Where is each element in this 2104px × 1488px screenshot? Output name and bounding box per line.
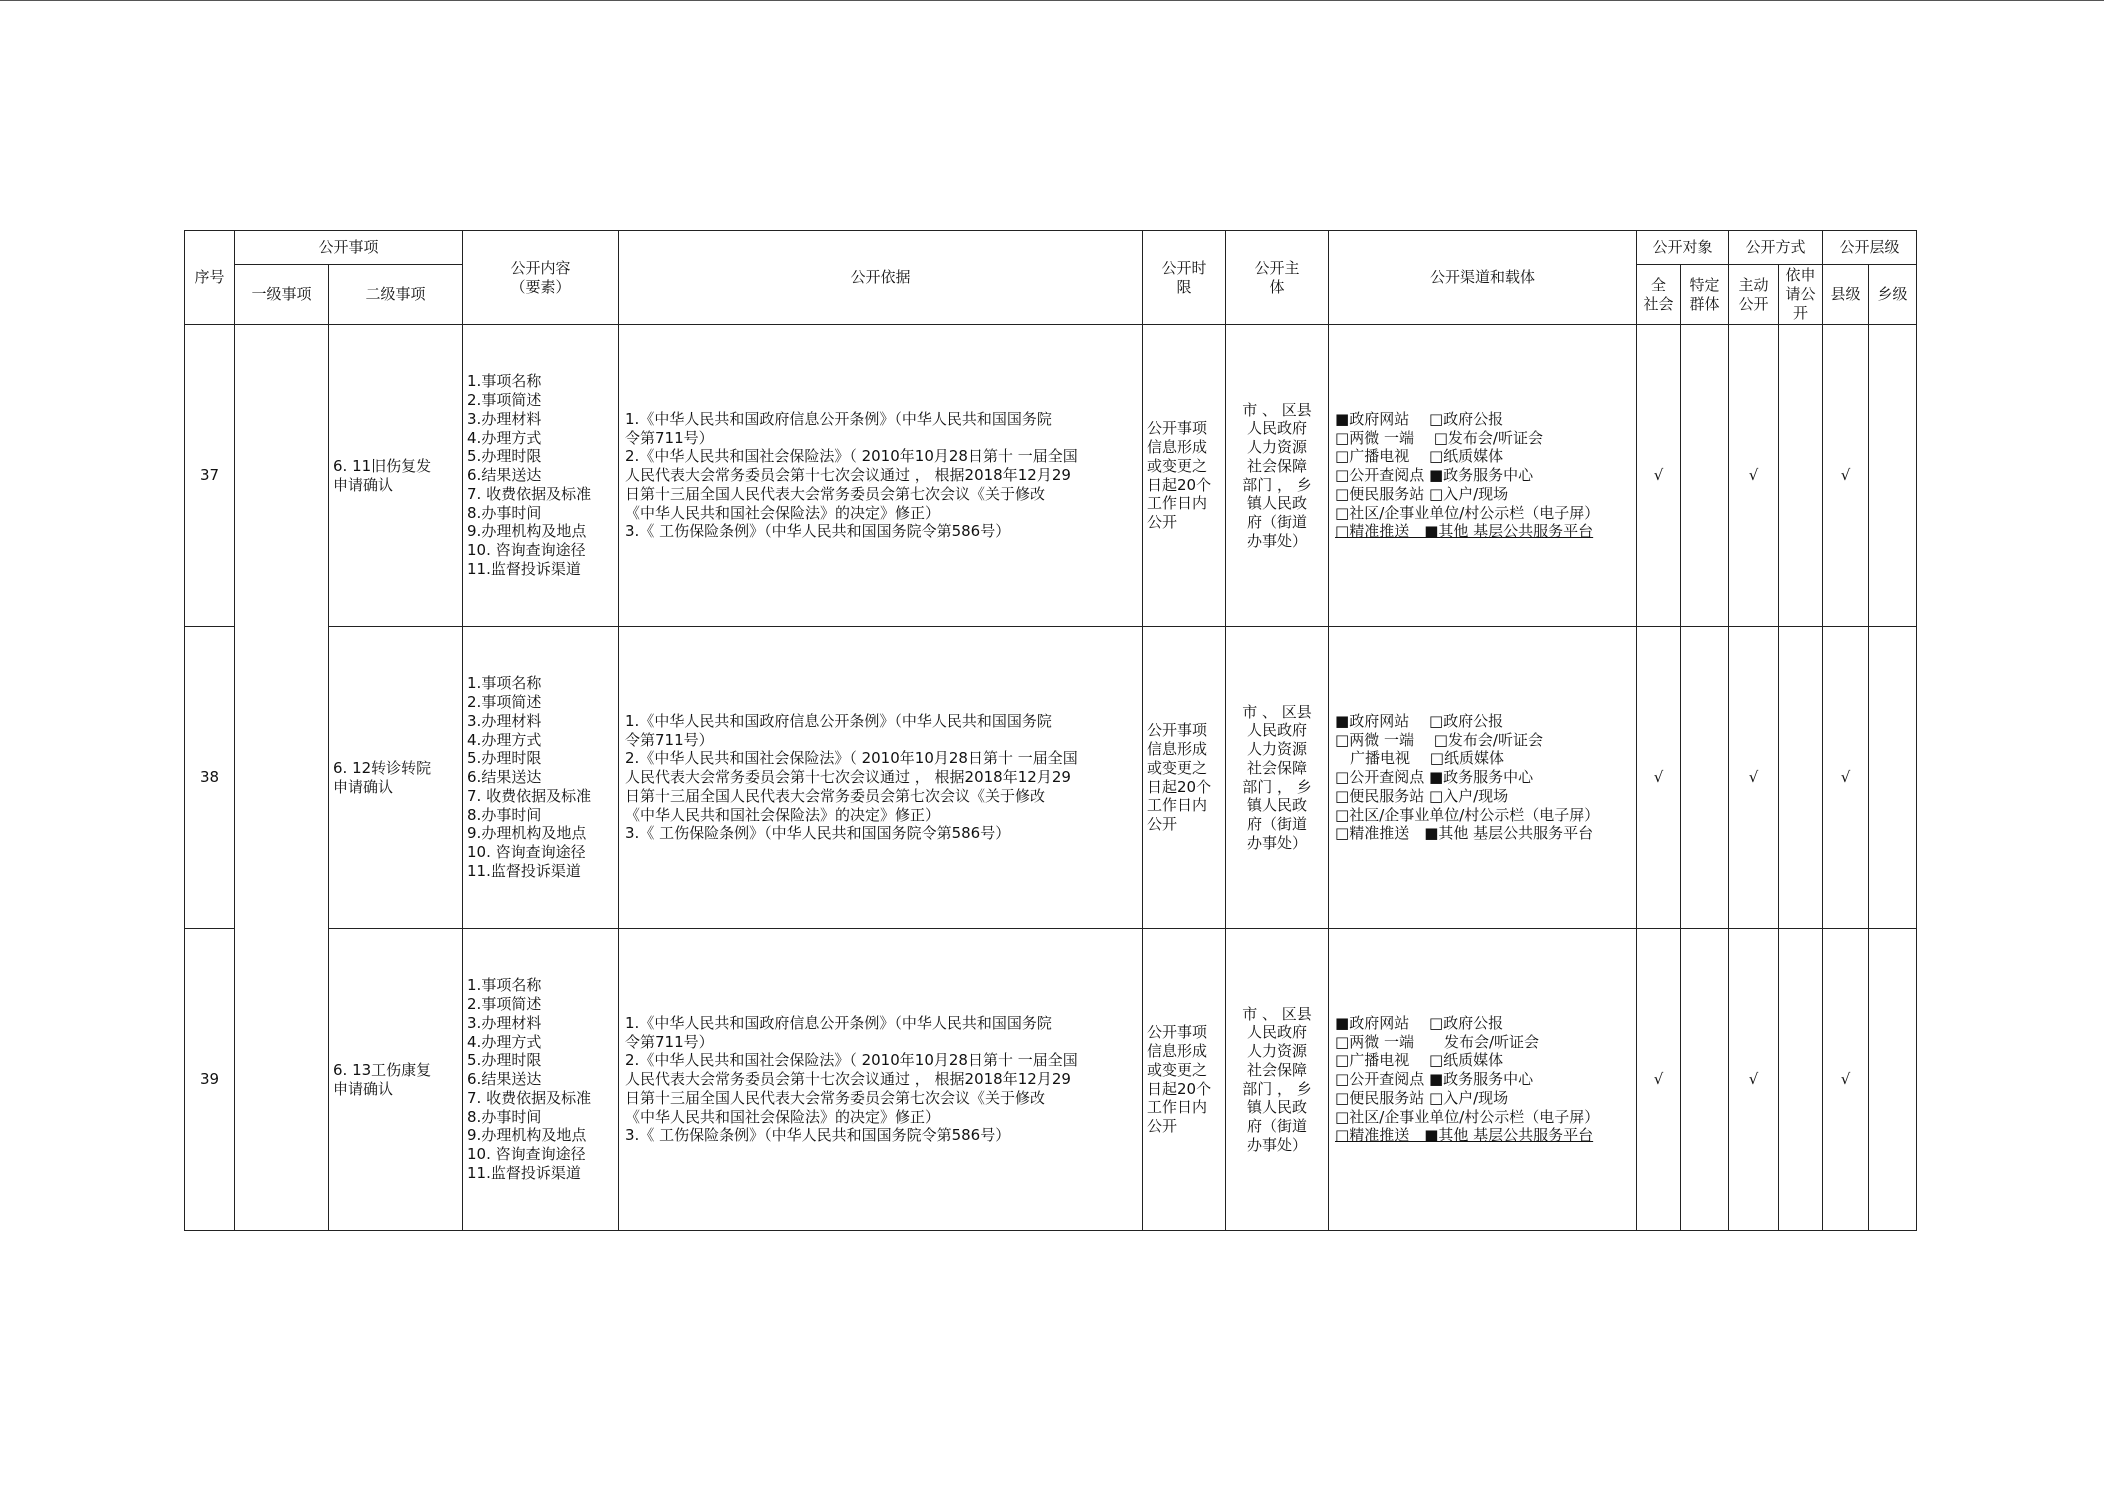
subject-line: 府（街道 bbox=[1247, 815, 1308, 833]
row-seq: 38 bbox=[185, 627, 235, 929]
content-item: 5.办理时限 bbox=[467, 749, 542, 768]
header-basis: 公开依据 bbox=[619, 231, 1143, 325]
header-target-all bbox=[1637, 265, 1681, 325]
content-item: 9.办理机构及地点 bbox=[467, 824, 587, 843]
basis-line: 日第十三届全国人民代表大会常务委员会第七次会议《关于修改 bbox=[625, 786, 1046, 805]
time-limit-line: 公开事项 bbox=[1147, 419, 1208, 438]
header-method-request-line2: 请公 bbox=[1785, 285, 1816, 304]
channel-line: □广播电视 □纸质媒体 bbox=[1335, 1051, 1504, 1070]
basis-line: 令第711号） bbox=[625, 1032, 714, 1051]
header-subject bbox=[1226, 231, 1329, 325]
method-request-check bbox=[1779, 325, 1823, 627]
header-level-town: 乡级 bbox=[1869, 265, 1917, 325]
top-border-line bbox=[0, 0, 2104, 1]
basis-line: 2.《中华人民共和国社会保险法》（ 2010年10月28日第十 一届全国 bbox=[625, 1051, 1078, 1070]
header-method-request-line3: 开 bbox=[1793, 303, 1809, 322]
time-limit-text bbox=[1143, 627, 1226, 929]
row-seq: 39 bbox=[185, 929, 235, 1231]
time-limit-line: 公开事项 bbox=[1147, 1023, 1208, 1042]
header-level: 公开层级 bbox=[1823, 231, 1917, 265]
method-active-check: √ bbox=[1729, 627, 1779, 929]
subject-line: 人力资源 bbox=[1247, 1042, 1308, 1060]
level2-item-cell bbox=[329, 929, 463, 1231]
header-target-specific-line1: 特定 bbox=[1689, 275, 1720, 294]
header-content-line2: （要素） bbox=[510, 277, 571, 296]
target-specific-check bbox=[1681, 627, 1729, 929]
channels-text bbox=[1329, 929, 1637, 1231]
content-item: 6.结果送达 bbox=[467, 768, 542, 787]
header-public-item: 公开事项 bbox=[235, 231, 463, 265]
basis-text bbox=[619, 325, 1143, 627]
content-item: 6.结果送达 bbox=[467, 466, 542, 485]
content-item: 11.监督投诉渠道 bbox=[467, 861, 581, 880]
level2-item-cell bbox=[329, 325, 463, 627]
channel-line: ■政府网站 □政府公报 bbox=[1335, 711, 1504, 730]
header-method-active-line1: 主动 bbox=[1738, 275, 1769, 294]
content-item: 4.办理方式 bbox=[467, 428, 542, 447]
channel-line: □便民服务站 □入户/现场 bbox=[1335, 484, 1509, 503]
time-limit-line: 或变更之 bbox=[1147, 1060, 1208, 1079]
content-item: 10. 咨询查询途径 bbox=[467, 843, 586, 862]
time-limit-line: 信息形成 bbox=[1147, 740, 1208, 758]
level-town-check bbox=[1869, 929, 1917, 1231]
target-all-check: √ bbox=[1637, 929, 1681, 1231]
header-time-limit-line1: 公开时 bbox=[1161, 258, 1207, 277]
table-row bbox=[185, 325, 1917, 627]
channel-line: □精准推送 ■其他 基层公共服务平台 bbox=[1335, 522, 1594, 541]
header-seq: 序号 bbox=[185, 231, 235, 325]
subject-line: 市 、 区县 bbox=[1242, 1004, 1312, 1023]
level2-item-line2: 申请确认 bbox=[333, 1079, 394, 1098]
header-target-specific-line2: 群体 bbox=[1689, 294, 1720, 313]
subject-line: 市 、 区县 bbox=[1242, 702, 1312, 721]
header-method: 公开方式 bbox=[1729, 231, 1823, 265]
content-item: 3.办理材料 bbox=[467, 409, 542, 428]
method-request-check bbox=[1779, 929, 1823, 1231]
content-item: 2.事项简述 bbox=[467, 995, 542, 1014]
subject-line: 人力资源 bbox=[1247, 740, 1308, 758]
target-specific-check bbox=[1681, 325, 1729, 627]
subject-line: 镇人民政 bbox=[1247, 494, 1308, 513]
level2-item-line1: 6. 11旧伤复发 bbox=[333, 456, 432, 475]
content-item: 1.事项名称 bbox=[467, 976, 542, 995]
basis-line: 1.《中华人民共和国政府信息公开条例》（中华人民共和国国务院 bbox=[625, 711, 1052, 730]
time-limit-line: 信息形成 bbox=[1147, 438, 1208, 456]
content-item: 8.办事时间 bbox=[467, 503, 542, 522]
header-level2: 二级事项 bbox=[329, 265, 463, 325]
content-item: 5.办理时限 bbox=[467, 447, 542, 466]
time-limit-line: 公开事项 bbox=[1147, 721, 1208, 740]
content-item: 2.事项简述 bbox=[467, 391, 542, 410]
header-target-specific bbox=[1681, 265, 1729, 325]
content-item: 8.办事时间 bbox=[467, 805, 542, 824]
method-request-check bbox=[1779, 627, 1823, 929]
content-item: 10. 咨询查询途径 bbox=[467, 1145, 586, 1164]
header-level-county: 县级 bbox=[1823, 265, 1869, 325]
level-town-check bbox=[1869, 627, 1917, 929]
basis-line: 日第十三届全国人民代表大会常务委员会第七次会议《关于修改 bbox=[625, 1088, 1046, 1107]
time-limit-line: 工作日内 bbox=[1147, 1098, 1208, 1117]
channel-line: □精准推送 ■其他 基层公共服务平台 bbox=[1335, 824, 1594, 843]
subject-line: 镇人民政 bbox=[1247, 1098, 1308, 1117]
basis-line: 人民代表大会常务委员会第十七次会议通过 ， 根据2018年12月29 bbox=[625, 768, 1071, 787]
time-limit-line: 信息形成 bbox=[1147, 1042, 1208, 1060]
subject-text bbox=[1226, 627, 1329, 929]
channel-line: □便民服务站 □入户/现场 bbox=[1335, 786, 1509, 805]
channel-line: □两微 一端 □发布会/听证会 bbox=[1335, 428, 1543, 447]
level-county-check: √ bbox=[1823, 627, 1869, 929]
target-all-check: √ bbox=[1637, 325, 1681, 627]
time-limit-line: 公开 bbox=[1147, 513, 1178, 531]
basis-line: 3.《 工伤保险条例》（中华人民共和国国务院令第586号） bbox=[625, 824, 1011, 843]
level2-item-line2: 申请确认 bbox=[333, 475, 394, 494]
subject-line: 部门 ， 乡 bbox=[1242, 777, 1312, 796]
level-county-check: √ bbox=[1823, 929, 1869, 1231]
header-time-limit-line2: 限 bbox=[1176, 277, 1192, 296]
basis-line: 日第十三届全国人民代表大会常务委员会第七次会议《关于修改 bbox=[625, 484, 1046, 503]
basis-text bbox=[619, 627, 1143, 929]
basis-line: 1.《中华人民共和国政府信息公开条例》（中华人民共和国国务院 bbox=[625, 409, 1052, 428]
header-content-line1: 公开内容 bbox=[510, 258, 571, 277]
row-seq: 37 bbox=[185, 325, 235, 627]
subject-line: 府（街道 bbox=[1247, 513, 1308, 531]
content-item: 6.结果送达 bbox=[467, 1070, 542, 1089]
content-item: 2.事项简述 bbox=[467, 693, 542, 712]
subject-text bbox=[1226, 325, 1329, 627]
channels-text bbox=[1329, 325, 1637, 627]
content-list bbox=[463, 325, 619, 627]
content-item: 1.事项名称 bbox=[467, 674, 542, 693]
content-item: 4.办理方式 bbox=[467, 1032, 542, 1051]
subject-line: 社会保障 bbox=[1247, 456, 1308, 475]
time-limit-text bbox=[1143, 325, 1226, 627]
time-limit-line: 工作日内 bbox=[1147, 494, 1208, 513]
header-subject-line1: 公开主 bbox=[1254, 258, 1300, 277]
table-row bbox=[185, 627, 1917, 929]
content-item: 10. 咨询查询途径 bbox=[467, 541, 586, 560]
header-time-limit bbox=[1143, 231, 1226, 325]
basis-line: 2.《中华人民共和国社会保险法》（ 2010年10月28日第十 一届全国 bbox=[625, 749, 1078, 768]
channel-line: □广播电视 □纸质媒体 bbox=[1335, 447, 1504, 466]
channel-line: □公开查阅点 ■政务服务中心 bbox=[1335, 466, 1534, 485]
subject-line: 人民政府 bbox=[1247, 1023, 1308, 1042]
subject-line: 市 、 区县 bbox=[1242, 400, 1312, 419]
header-method-request bbox=[1779, 265, 1823, 325]
basis-line: 令第711号） bbox=[625, 428, 714, 447]
header-level1: 一级事项 bbox=[235, 265, 329, 325]
basis-line: 《中华人民共和国社会保险法》的决定》修正） bbox=[625, 1107, 941, 1126]
method-active-check: √ bbox=[1729, 929, 1779, 1231]
level1-item-cell bbox=[235, 325, 329, 1231]
subject-line: 人民政府 bbox=[1247, 721, 1308, 740]
basis-line: 3.《 工伤保险条例》（中华人民共和国国务院令第586号） bbox=[625, 1126, 1011, 1145]
level2-item-cell bbox=[329, 627, 463, 929]
basis-line: 1.《中华人民共和国政府信息公开条例》（中华人民共和国国务院 bbox=[625, 1013, 1052, 1032]
disclosure-table bbox=[184, 230, 1917, 1231]
channels-text bbox=[1329, 627, 1637, 929]
method-active-check: √ bbox=[1729, 325, 1779, 627]
time-limit-line: 日起20个 bbox=[1147, 475, 1212, 494]
basis-text bbox=[619, 929, 1143, 1231]
content-list bbox=[463, 929, 619, 1231]
subject-line: 办事处） bbox=[1247, 1135, 1308, 1154]
basis-line: 《中华人民共和国社会保险法》的决定》修正） bbox=[625, 805, 941, 824]
header-method-active-line2: 公开 bbox=[1738, 294, 1769, 313]
header-subject-line2: 体 bbox=[1269, 277, 1285, 296]
channel-line: □社区/企事业单位/村公示栏（电子屏） bbox=[1335, 1107, 1600, 1126]
channel-line: ■政府网站 □政府公报 bbox=[1335, 1013, 1504, 1032]
channel-line: □社区/企事业单位/村公示栏（电子屏） bbox=[1335, 503, 1600, 522]
time-limit-line: 或变更之 bbox=[1147, 456, 1208, 475]
subject-line: 办事处） bbox=[1247, 833, 1308, 852]
channel-line: □公开查阅点 ■政务服务中心 bbox=[1335, 1070, 1534, 1089]
content-item: 4.办理方式 bbox=[467, 730, 542, 749]
content-item: 11.监督投诉渠道 bbox=[467, 559, 581, 578]
content-item: 7. 收费依据及标准 bbox=[467, 1088, 592, 1107]
basis-line: 人民代表大会常务委员会第十七次会议通过 ， 根据2018年12月29 bbox=[625, 466, 1071, 485]
content-item: 9.办理机构及地点 bbox=[467, 522, 587, 541]
channel-line: □精准推送 ■其他 基层公共服务平台 bbox=[1335, 1126, 1594, 1145]
subject-line: 府（街道 bbox=[1247, 1117, 1308, 1135]
header-target-all-line1: 全 bbox=[1651, 275, 1667, 294]
basis-line: 2.《中华人民共和国社会保险法》（ 2010年10月28日第十 一届全国 bbox=[625, 447, 1078, 466]
basis-line: 3.《 工伤保险条例》（中华人民共和国国务院令第586号） bbox=[625, 522, 1011, 541]
basis-line: 《中华人民共和国社会保险法》的决定》修正） bbox=[625, 503, 941, 522]
header-method-request-line1: 依申 bbox=[1785, 266, 1816, 285]
basis-line: 令第711号） bbox=[625, 730, 714, 749]
content-item: 11.监督投诉渠道 bbox=[467, 1163, 581, 1182]
subject-line: 人民政府 bbox=[1247, 419, 1308, 438]
content-list bbox=[463, 627, 619, 929]
level2-item-line1: 6. 13工伤康复 bbox=[333, 1060, 432, 1079]
time-limit-line: 工作日内 bbox=[1147, 796, 1208, 815]
time-limit-line: 日起20个 bbox=[1147, 777, 1212, 796]
time-limit-text bbox=[1143, 929, 1226, 1231]
subject-line: 社会保障 bbox=[1247, 1060, 1308, 1079]
subject-text bbox=[1226, 929, 1329, 1231]
channel-line: □便民服务站 □入户/现场 bbox=[1335, 1088, 1509, 1107]
content-item: 7. 收费依据及标准 bbox=[467, 786, 592, 805]
channel-line: □公开查阅点 ■政务服务中心 bbox=[1335, 768, 1534, 787]
channel-line: □社区/企事业单位/村公示栏（电子屏） bbox=[1335, 805, 1600, 824]
time-limit-line: 日起20个 bbox=[1147, 1079, 1212, 1098]
level2-item-line1: 6. 12转诊转院 bbox=[333, 758, 432, 777]
header-channels: 公开渠道和载体 bbox=[1329, 231, 1637, 325]
channel-line: 广播电视 □纸质媒体 bbox=[1335, 749, 1504, 768]
header-target-all-line2: 社会 bbox=[1643, 294, 1674, 313]
header-method-active bbox=[1729, 265, 1779, 325]
table-row bbox=[185, 929, 1917, 1231]
time-limit-line: 公开 bbox=[1147, 815, 1178, 833]
level-county-check: √ bbox=[1823, 325, 1869, 627]
subject-line: 部门 ， 乡 bbox=[1242, 1079, 1312, 1098]
content-item: 3.办理材料 bbox=[467, 1013, 542, 1032]
content-item: 9.办理机构及地点 bbox=[467, 1126, 587, 1145]
header-target: 公开对象 bbox=[1637, 231, 1729, 265]
header-content bbox=[463, 231, 619, 325]
channel-line: □两微 一端 发布会/听证会 bbox=[1335, 1032, 1540, 1051]
basis-line: 人民代表大会常务委员会第十七次会议通过 ， 根据2018年12月29 bbox=[625, 1070, 1071, 1089]
subject-line: 镇人民政 bbox=[1247, 796, 1308, 815]
content-item: 5.办理时限 bbox=[467, 1051, 542, 1070]
channel-line: ■政府网站 □政府公报 bbox=[1335, 409, 1504, 428]
time-limit-line: 公开 bbox=[1147, 1117, 1178, 1135]
level2-item-line2: 申请确认 bbox=[333, 777, 394, 796]
subject-line: 社会保障 bbox=[1247, 758, 1308, 777]
channel-line: □两微 一端 □发布会/听证会 bbox=[1335, 730, 1543, 749]
content-item: 3.办理材料 bbox=[467, 711, 542, 730]
subject-line: 部门 ， 乡 bbox=[1242, 475, 1312, 494]
subject-line: 人力资源 bbox=[1247, 438, 1308, 456]
level-town-check bbox=[1869, 325, 1917, 627]
target-all-check: √ bbox=[1637, 627, 1681, 929]
subject-line: 办事处） bbox=[1247, 531, 1308, 550]
content-item: 8.办事时间 bbox=[467, 1107, 542, 1126]
target-specific-check bbox=[1681, 929, 1729, 1231]
content-item: 7. 收费依据及标准 bbox=[467, 484, 592, 503]
content-item: 1.事项名称 bbox=[467, 372, 542, 391]
time-limit-line: 或变更之 bbox=[1147, 758, 1208, 777]
